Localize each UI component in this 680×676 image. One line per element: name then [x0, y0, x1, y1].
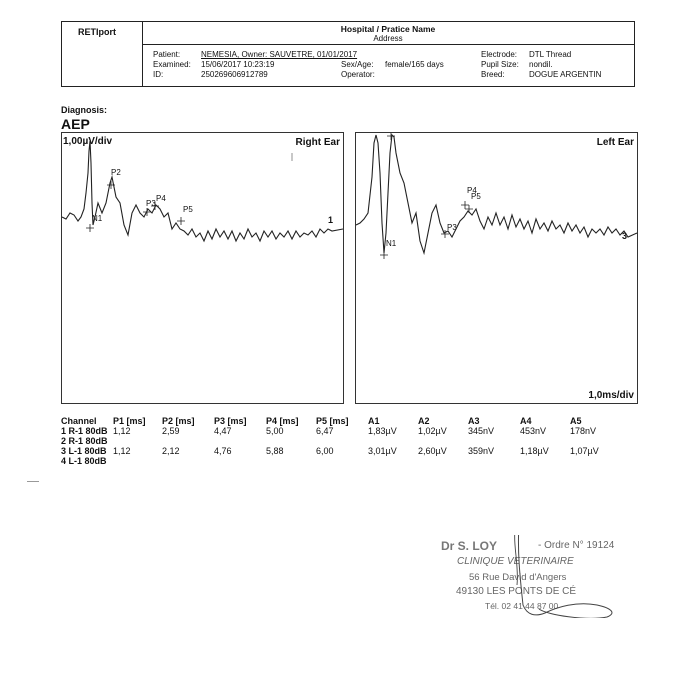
cell: 5,00 — [266, 426, 284, 436]
cell: 6,47 — [316, 426, 334, 436]
right-ear-title: Right Ear — [295, 137, 340, 148]
right-ear-marker-p3: P3 — [146, 199, 156, 208]
pupil-value: nondil. — [529, 60, 553, 69]
right-ear-cursor-n1 — [86, 224, 94, 232]
cell: 2 R-1 80dB — [61, 436, 108, 446]
col-header: A4 — [520, 416, 532, 426]
left-ear-trace-svg — [356, 133, 637, 403]
margin-mark — [27, 481, 39, 482]
right-ear-trace-svg — [62, 133, 343, 403]
col-header: P4 [ms] — [266, 416, 299, 426]
cell: 1,12 — [113, 426, 131, 436]
col-header: P2 [ms] — [162, 416, 195, 426]
cell: 2,60µV — [418, 446, 447, 456]
cell: 2,59 — [162, 426, 180, 436]
right-ear-marker-n1: N1 — [92, 214, 103, 223]
right-ear-trace — [62, 141, 343, 241]
left-ear-marker-p5: P5 — [471, 192, 481, 201]
cell: 4,47 — [214, 426, 232, 436]
cell: 3,01µV — [368, 446, 397, 456]
examined-value: 15/06/2017 10:23:19 — [201, 60, 275, 69]
left-ear-panel — [355, 132, 638, 404]
stamp-doctor: Dr S. LOY — [441, 539, 498, 553]
operator-label: Operator: — [341, 70, 375, 79]
cell: 1,18µV — [520, 446, 549, 456]
left-ear-marker-p4: P4 — [467, 186, 477, 195]
right-ear-marker-p2: P2 — [111, 168, 121, 177]
right-ear-panel — [61, 132, 344, 404]
table-row — [61, 426, 630, 436]
electrode-label: Electrode: — [481, 50, 518, 59]
diagnosis-label: Diagnosis: — [61, 105, 108, 115]
stamp-order: - Ordre N° 19124 — [538, 540, 615, 551]
cell: 345nV — [468, 426, 495, 436]
hospital-name: Hospital / Pratice Name — [340, 24, 436, 34]
sexage-label: Sex/Age: — [341, 60, 374, 69]
cell: 5,88 — [266, 446, 284, 456]
left-ear-cursor-p5 — [465, 205, 473, 213]
cell: 1,83µV — [368, 426, 397, 436]
cell: 1,07µV — [570, 446, 599, 456]
right-ear-cursor-p3 — [143, 208, 151, 216]
id-value: 250269606912789 — [201, 70, 268, 79]
col-header: A1 — [368, 416, 380, 426]
left-ear-trace — [356, 135, 637, 253]
pupil-label: Pupil Size: — [481, 60, 519, 69]
stamp-signature-svg — [427, 535, 630, 618]
header-app-cell — [62, 22, 143, 86]
patient-label: Patient: — [153, 50, 181, 59]
cell: 1,02µV — [418, 426, 447, 436]
x-scale-label: 1,0ms/div — [588, 390, 634, 401]
report-header — [61, 21, 635, 87]
col-header: A3 — [468, 416, 480, 426]
left-ear-cursor-n1 — [380, 251, 388, 259]
cell: 178nV — [570, 426, 597, 436]
col-header: P1 [ms] — [113, 416, 146, 426]
stamp-phone: Tél. 02 41 44 87 00 — [485, 601, 559, 611]
cell: 453nV — [520, 426, 547, 436]
right-ear-marker-p4: P4 — [156, 194, 166, 203]
right-ear-trace-label: 1 — [328, 215, 334, 225]
table-row — [61, 446, 630, 456]
col-header: P5 [ms] — [316, 416, 349, 426]
y-scale-label: 1,00µV/div — [63, 136, 113, 147]
breed-value: DOGUE ARGENTIN — [529, 70, 602, 79]
breed-label: Breed: — [481, 70, 505, 79]
right-ear-cursor-p5 — [177, 217, 185, 225]
examined-label: Examined: — [153, 60, 191, 69]
table-row — [61, 456, 630, 466]
cell: 3 L-1 80dB — [61, 446, 107, 456]
left-ear-marker-p3: P3 — [447, 223, 457, 232]
col-header: A5 — [570, 416, 582, 426]
left-ear-title: Left Ear — [596, 137, 634, 148]
cell: 4,76 — [214, 446, 232, 456]
cell: 359nV — [468, 446, 495, 456]
hospital-address: Address — [373, 34, 403, 43]
right-ear-marker-p5: P5 — [183, 205, 193, 214]
sexage-value: female/165 days — [385, 60, 444, 69]
col-header: P3 [ms] — [214, 416, 247, 426]
cell: 1 R-1 80dB — [61, 426, 108, 436]
app-name: RETIport — [78, 27, 116, 37]
cell: 4 L-1 80dB — [61, 456, 107, 466]
cell: 1,12 — [113, 446, 131, 456]
vet-stamp — [427, 535, 630, 618]
cell: 6,00 — [316, 446, 334, 456]
table-row — [61, 436, 630, 446]
left-ear-trace-label: 3 — [622, 231, 628, 241]
stamp-city: 49130 LES PONTS DE CÉ — [456, 586, 577, 597]
signature-scribble — [518, 535, 615, 618]
header-title-row — [142, 22, 634, 45]
electrode-value: DTL Thread — [529, 50, 572, 59]
stamp-street: 56 Rue David d'Angers — [469, 572, 567, 583]
diagnosis-value: AEP — [61, 116, 90, 132]
col-header: Channel — [61, 416, 97, 426]
stamp-clinic: CLINIQUE VETERINAIRE — [457, 556, 574, 567]
results-header-row — [61, 416, 630, 426]
cell: 2,12 — [162, 446, 180, 456]
id-label: ID: — [153, 70, 164, 79]
left-ear-cursor-p4 — [461, 201, 469, 209]
col-header: A2 — [418, 416, 430, 426]
left-ear-marker-n1: N1 — [386, 239, 397, 248]
patient-value: NEMESIA, Owner: SAUVETRE, 01/01/2017 — [201, 50, 358, 59]
results-table — [61, 416, 630, 466]
